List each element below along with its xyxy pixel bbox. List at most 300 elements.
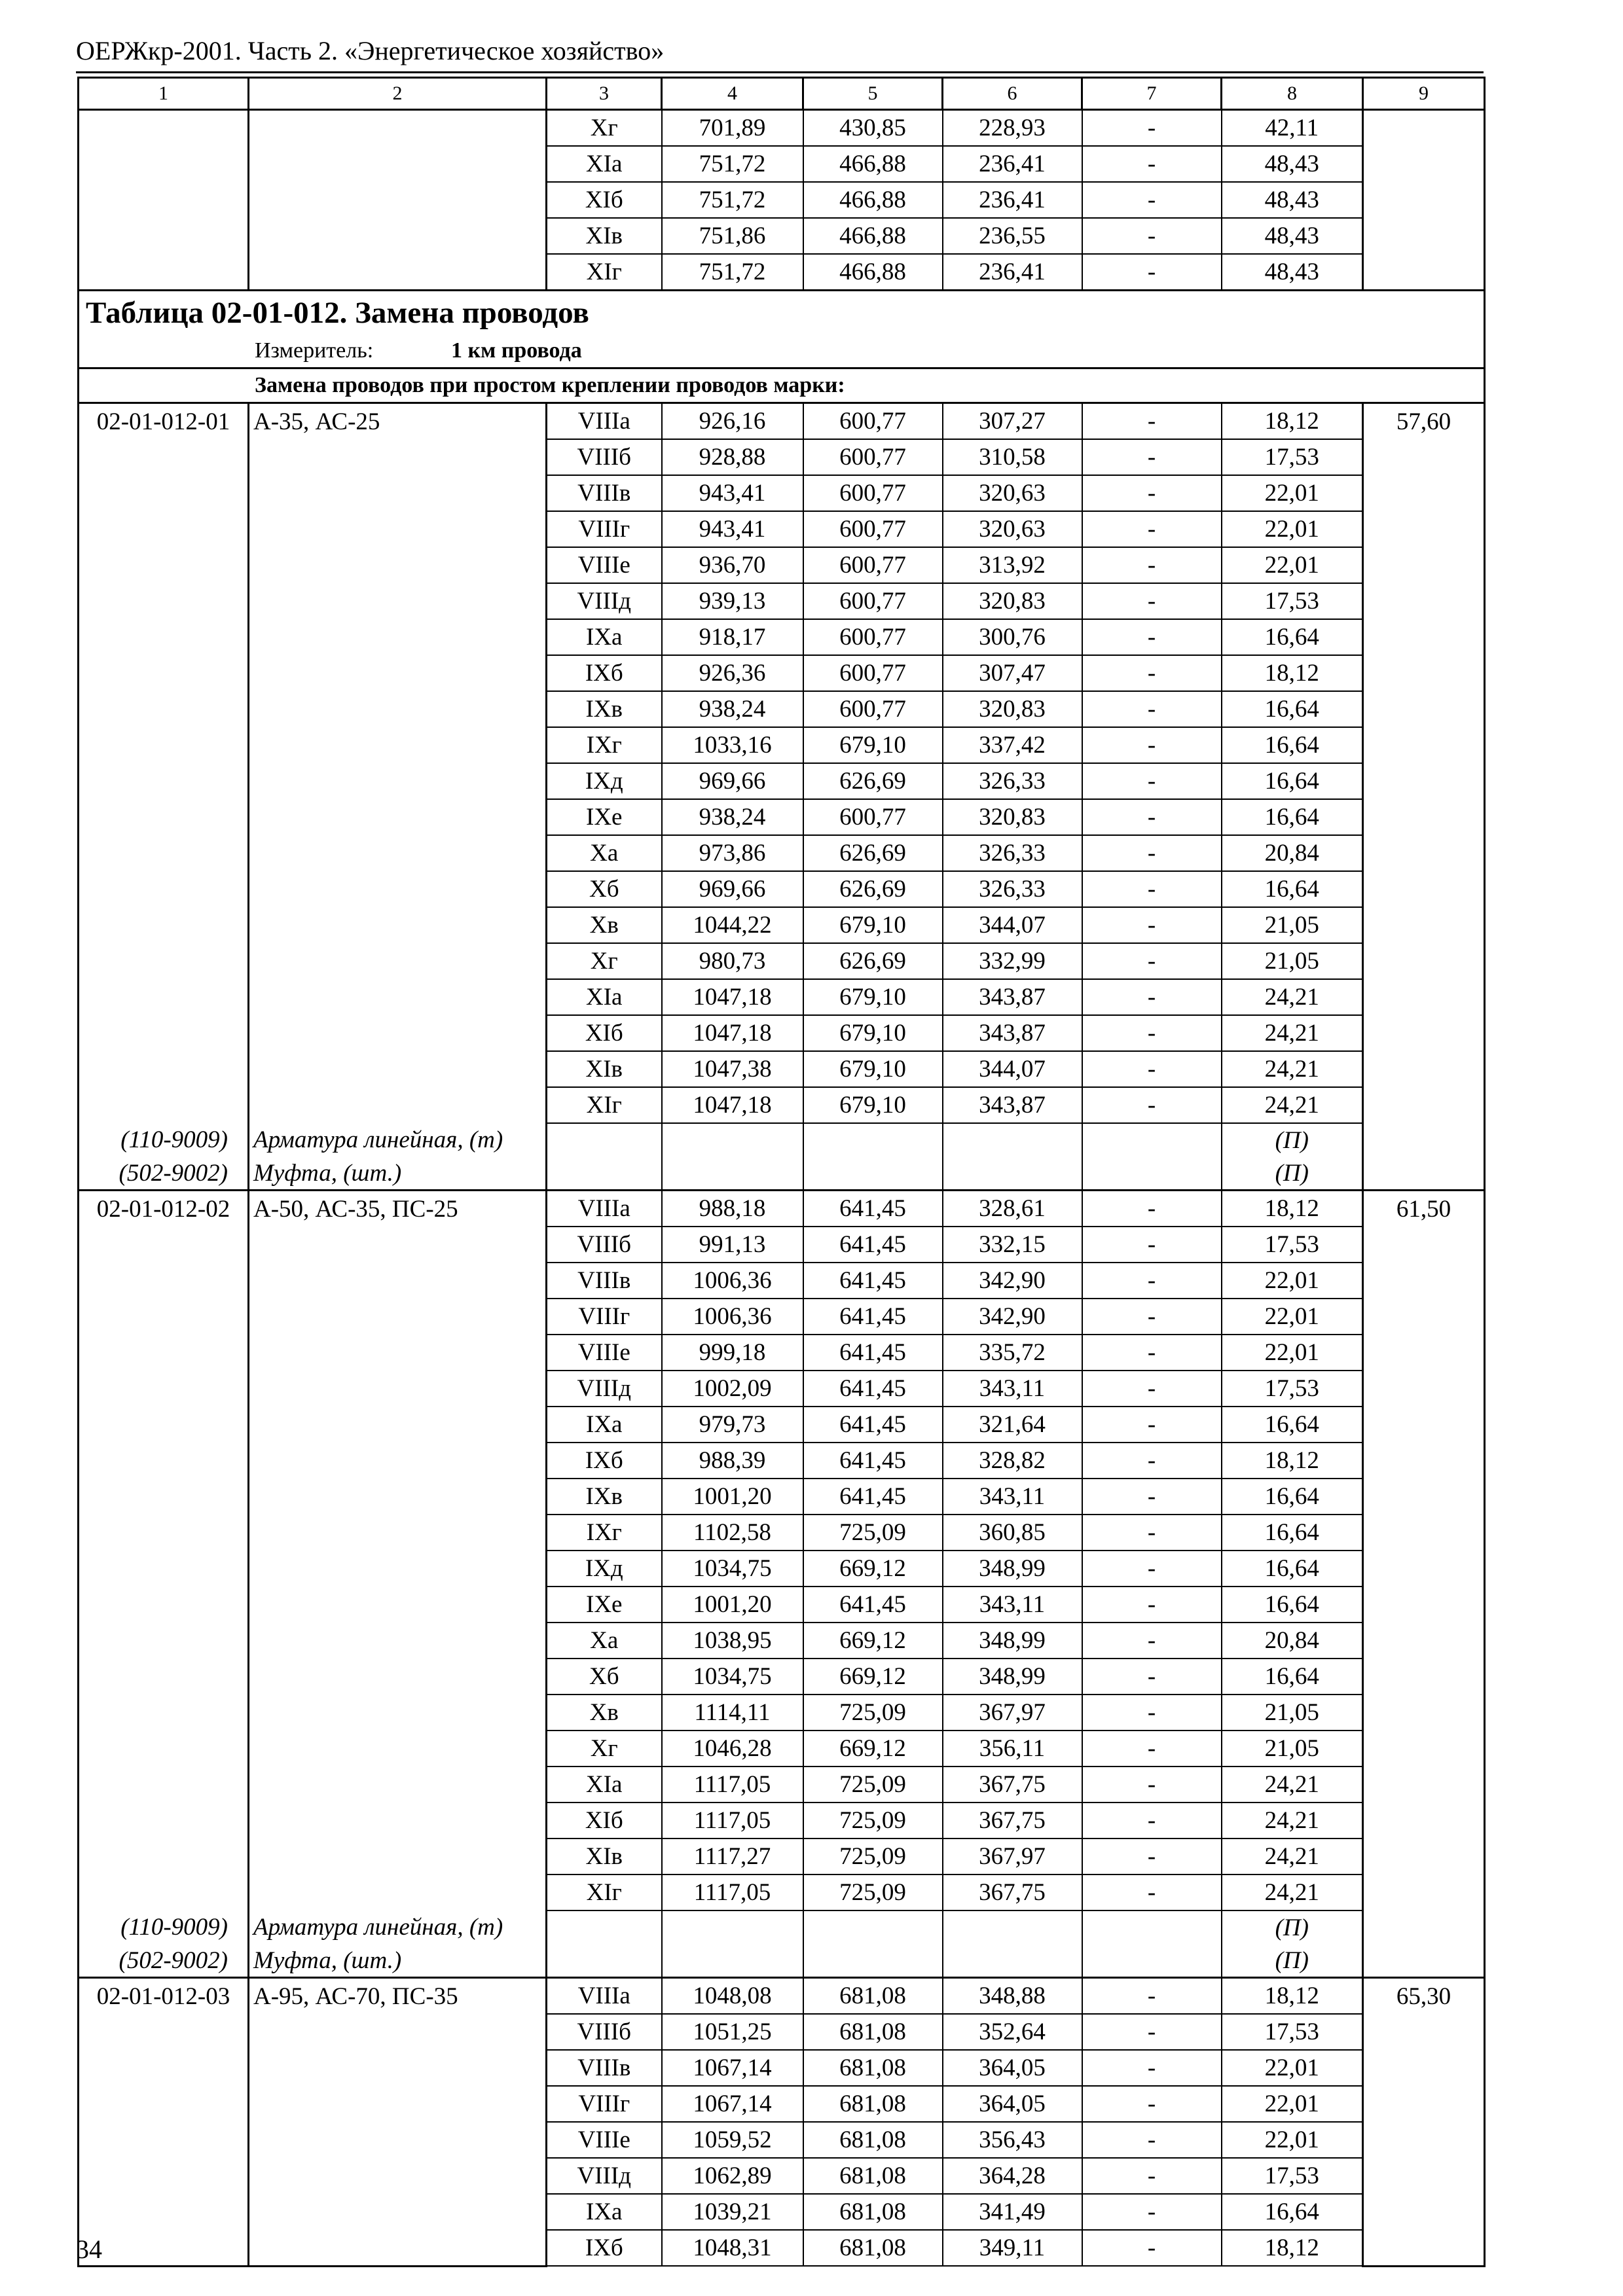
materials-cell: - [1082, 1803, 1222, 1839]
rates-table-body [79, 78, 1485, 2267]
materials-cell: - [1082, 2158, 1222, 2194]
labor-cell: 24,21 [1222, 1803, 1363, 1839]
empty-cell [249, 835, 547, 871]
zone-cell: Xа [547, 835, 662, 871]
total-cost-cell: 1047,18 [662, 979, 803, 1015]
total-cost-cell: 1002,09 [662, 1371, 803, 1407]
total-cost-cell: 969,66 [662, 763, 803, 799]
empty-cell [803, 1157, 943, 1191]
zone-cell: Xв [547, 1695, 662, 1731]
empty-cell [249, 1443, 547, 1479]
materials-cell: - [1082, 1371, 1222, 1407]
wages-cell: 430,85 [803, 110, 943, 147]
wages-cell: 679,10 [803, 1015, 943, 1051]
empty-cell [79, 2158, 249, 2194]
wages-cell: 600,77 [803, 547, 943, 583]
total-cost-cell: 943,41 [662, 511, 803, 547]
empty-cell [79, 2230, 249, 2266]
section-title-text: Замена проводов при простом креплении проводов марки: [255, 373, 845, 397]
table-row [79, 182, 1485, 218]
table-row [79, 1051, 1485, 1087]
machines-cell: 343,87 [943, 1015, 1082, 1051]
wages-cell: 725,09 [803, 1803, 943, 1839]
zone-cell: VIIIб [547, 2014, 662, 2050]
empty-cell [79, 1731, 249, 1767]
machines-cell: 236,41 [943, 146, 1082, 182]
materials-cell: - [1082, 1731, 1222, 1767]
table-row [79, 943, 1485, 979]
machines-cell: 320,63 [943, 511, 1082, 547]
machines-cell: 352,64 [943, 2014, 1082, 2050]
column-number: 5 [803, 78, 943, 110]
empty-cell [249, 1515, 547, 1551]
total-cost-cell: 988,39 [662, 1443, 803, 1479]
materials-cell: - [1082, 907, 1222, 943]
materials-cell: - [1082, 1978, 1222, 2015]
zone-cell: XIг [547, 1087, 662, 1123]
zone-cell: XIа [547, 1767, 662, 1803]
machines-cell: 332,15 [943, 1227, 1082, 1263]
empty-cell [249, 1623, 547, 1659]
materials-cell: - [1082, 439, 1222, 475]
machines-cell: 236,41 [943, 182, 1082, 218]
machines-cell: 356,43 [943, 2122, 1082, 2158]
item-name: А-35, АС-25 [249, 403, 547, 440]
empty-cell [79, 254, 249, 291]
empty-cell [79, 691, 249, 727]
empty-cell [1363, 110, 1485, 147]
wages-cell: 681,08 [803, 1978, 943, 2015]
wages-cell: 679,10 [803, 1051, 943, 1087]
zone-cell: XIв [547, 1051, 662, 1087]
empty-cell [79, 1695, 249, 1731]
wages-cell: 466,88 [803, 146, 943, 182]
wages-cell: 626,69 [803, 763, 943, 799]
machines-cell: 348,99 [943, 1623, 1082, 1659]
zone-cell: XIг [547, 1874, 662, 1910]
empty-cell [943, 1910, 1082, 1944]
empty-cell [79, 218, 249, 254]
zone-cell: Xб [547, 871, 662, 907]
resource-name: Муфта, (шт.) [249, 1157, 547, 1191]
total-cost-cell: 1117,05 [662, 1767, 803, 1803]
machines-cell: 326,33 [943, 871, 1082, 907]
table-row [79, 110, 1485, 147]
empty-cell [249, 547, 547, 583]
resource-code: (502-9002) [79, 1157, 249, 1191]
labor-cell: 17,53 [1222, 2014, 1363, 2050]
materials-cell: - [1082, 943, 1222, 979]
wages-cell: 600,77 [803, 799, 943, 835]
labor-cell: 18,12 [1222, 1443, 1363, 1479]
total-cost-cell: 1048,31 [662, 2230, 803, 2266]
empty-cell [1363, 1227, 1485, 1263]
wages-cell: 669,12 [803, 1731, 943, 1767]
materials-cell: - [1082, 1874, 1222, 1910]
total-cost-cell: 1038,95 [662, 1623, 803, 1659]
table-row [79, 1659, 1485, 1695]
empty-cell [662, 1157, 803, 1191]
table-row [79, 1731, 1485, 1767]
materials-cell: - [1082, 1443, 1222, 1479]
empty-cell [249, 1587, 547, 1623]
zone-cell: XIв [547, 218, 662, 254]
machines-cell: 307,27 [943, 403, 1082, 440]
empty-cell [79, 979, 249, 1015]
materials-cell: - [1082, 1263, 1222, 1299]
empty-cell [249, 1479, 547, 1515]
zone-cell: XIб [547, 182, 662, 218]
labor-cell: 16,64 [1222, 871, 1363, 907]
zone-cell: VIIIб [547, 1227, 662, 1263]
empty-cell [249, 1659, 547, 1695]
empty-cell [1363, 2158, 1485, 2194]
materials-cell: - [1082, 1015, 1222, 1051]
labor-cell: 16,64 [1222, 727, 1363, 763]
resource-unit-mark: (П) [1222, 1157, 1363, 1191]
wages-cell: 641,45 [803, 1443, 943, 1479]
wages-cell: 600,77 [803, 403, 943, 440]
total-cost-cell: 938,24 [662, 691, 803, 727]
empty-cell [1363, 439, 1485, 475]
table-row [79, 1443, 1485, 1479]
table-row [79, 655, 1485, 691]
empty-cell [249, 583, 547, 619]
empty-cell [1363, 619, 1485, 655]
column-number: 4 [662, 78, 803, 110]
labor-cell: 16,64 [1222, 799, 1363, 835]
machines-cell: 337,42 [943, 727, 1082, 763]
empty-cell [1363, 1299, 1485, 1335]
materials-cell: - [1082, 2122, 1222, 2158]
labor-cell: 22,01 [1222, 2086, 1363, 2122]
zone-cell: Xг [547, 110, 662, 147]
materials-cell: - [1082, 1227, 1222, 1263]
wages-cell: 681,08 [803, 2014, 943, 2050]
materials-cell: - [1082, 619, 1222, 655]
total-cost-cell: 1001,20 [662, 1479, 803, 1515]
table-row [79, 254, 1485, 291]
total-cost-cell: 701,89 [662, 110, 803, 147]
table-row [79, 146, 1485, 182]
zone-cell: XIа [547, 979, 662, 1015]
table-row [79, 547, 1485, 583]
empty-cell [79, 1443, 249, 1479]
wages-cell: 681,08 [803, 2230, 943, 2266]
empty-cell [1363, 655, 1485, 691]
total-cost-cell: 1006,36 [662, 1263, 803, 1299]
labor-cell: 24,21 [1222, 1015, 1363, 1051]
empty-cell [249, 2050, 547, 2086]
zone-cell: IXа [547, 619, 662, 655]
zone-cell: VIIIд [547, 2158, 662, 2194]
wages-cell: 725,09 [803, 1695, 943, 1731]
zone-cell: IXб [547, 2230, 662, 2266]
wages-cell: 669,12 [803, 1659, 943, 1695]
empty-cell [1363, 979, 1485, 1015]
wages-cell: 679,10 [803, 907, 943, 943]
labor-cell: 22,01 [1222, 1335, 1363, 1371]
empty-cell [249, 1874, 547, 1910]
empty-cell [1363, 1479, 1485, 1515]
labor-cell: 48,43 [1222, 146, 1363, 182]
page-number: 34 [76, 2234, 102, 2264]
empty-cell [79, 1371, 249, 1407]
labor-cell: 24,21 [1222, 1051, 1363, 1087]
zone-cell: VIIIв [547, 2050, 662, 2086]
wages-cell: 679,10 [803, 1087, 943, 1123]
table-row [79, 1479, 1485, 1515]
table-row [79, 763, 1485, 799]
column-number-row [79, 78, 1485, 110]
total-cost-cell: 1047,38 [662, 1051, 803, 1087]
materials-cell: - [1082, 871, 1222, 907]
zone-cell: IXд [547, 763, 662, 799]
wages-cell: 641,45 [803, 1407, 943, 1443]
empty-cell [249, 1371, 547, 1407]
machines-cell: 344,07 [943, 1051, 1082, 1087]
table-row [79, 1623, 1485, 1659]
zone-cell: IXа [547, 2194, 662, 2230]
machines-cell: 343,11 [943, 1587, 1082, 1623]
labor-cell: 17,53 [1222, 439, 1363, 475]
empty-cell [1363, 1551, 1485, 1587]
empty-cell [1363, 907, 1485, 943]
total-cost-cell: 926,36 [662, 655, 803, 691]
resource-unit-mark: (П) [1222, 1123, 1363, 1157]
header-rule [76, 71, 1484, 73]
machines-cell: 335,72 [943, 1335, 1082, 1371]
labor-cell: 17,53 [1222, 1227, 1363, 1263]
empty-cell [1363, 1623, 1485, 1659]
machines-cell: 367,75 [943, 1803, 1082, 1839]
materials-cell: - [1082, 146, 1222, 182]
empty-cell [1363, 1371, 1485, 1407]
zone-cell: IXв [547, 1479, 662, 1515]
table-row [79, 1263, 1485, 1299]
empty-cell [79, 1839, 249, 1874]
column-number: 8 [1222, 78, 1363, 110]
total-cost-cell: 1006,36 [662, 1299, 803, 1335]
empty-cell [79, 1227, 249, 1263]
column-number: 9 [1363, 78, 1485, 110]
labor-cell: 16,64 [1222, 1407, 1363, 1443]
labor-cell: 18,12 [1222, 1978, 1363, 2015]
materials-cell: - [1082, 1299, 1222, 1335]
wages-cell: 669,12 [803, 1623, 943, 1659]
zone-cell: VIIIа [547, 1978, 662, 2015]
materials-cell: - [1082, 1623, 1222, 1659]
labor-cell: 16,64 [1222, 691, 1363, 727]
table-row [79, 439, 1485, 475]
empty-cell [249, 2014, 547, 2050]
wages-cell: 641,45 [803, 1191, 943, 1227]
total-cost-cell: 1048,08 [662, 1978, 803, 2015]
machines-cell: 349,11 [943, 2230, 1082, 2266]
column-number: 7 [1082, 78, 1222, 110]
materials-cell: - [1082, 2230, 1222, 2266]
empty-cell [1363, 1087, 1485, 1123]
empty-cell [249, 943, 547, 979]
empty-cell [249, 1803, 547, 1839]
machines-cell: 343,87 [943, 979, 1082, 1015]
empty-cell [1363, 1407, 1485, 1443]
zone-cell: IXе [547, 799, 662, 835]
total-cost-cell: 1044,22 [662, 907, 803, 943]
empty-cell [79, 799, 249, 835]
table-row [79, 727, 1485, 763]
empty-cell [79, 907, 249, 943]
total-cost-cell: 1117,27 [662, 1839, 803, 1874]
table-row [79, 2122, 1485, 2158]
table-row [79, 1978, 1485, 2015]
empty-cell [943, 1157, 1082, 1191]
empty-cell [1363, 871, 1485, 907]
labor-cell: 16,64 [1222, 1587, 1363, 1623]
section-title [79, 368, 1485, 403]
materials-cell: - [1082, 547, 1222, 583]
item-code: 02-01-012-02 [79, 1191, 249, 1227]
empty-cell [1082, 1944, 1222, 1978]
empty-cell [1363, 146, 1485, 182]
labor-cell: 16,64 [1222, 1551, 1363, 1587]
labor-cell: 21,05 [1222, 1731, 1363, 1767]
empty-cell [1363, 799, 1485, 835]
empty-cell [1363, 1587, 1485, 1623]
empty-cell [249, 218, 547, 254]
labor-cell: 21,05 [1222, 907, 1363, 943]
wages-cell: 641,45 [803, 1479, 943, 1515]
wages-cell: 725,09 [803, 1874, 943, 1910]
table-row [79, 2158, 1485, 2194]
empty-cell [249, 655, 547, 691]
materials-cell: - [1082, 475, 1222, 511]
empty-cell [79, 475, 249, 511]
labor-cell: 24,21 [1222, 1767, 1363, 1803]
empty-cell [1363, 835, 1485, 871]
empty-cell [249, 1407, 547, 1443]
labor-cell: 21,05 [1222, 943, 1363, 979]
empty-cell [1363, 583, 1485, 619]
empty-cell [249, 1839, 547, 1874]
resource-code: (110-9009) [79, 1910, 249, 1944]
wages-cell: 681,08 [803, 2086, 943, 2122]
wages-cell: 641,45 [803, 1371, 943, 1407]
wages-cell: 641,45 [803, 1335, 943, 1371]
machines-cell: 228,93 [943, 110, 1082, 147]
empty-cell [249, 511, 547, 547]
empty-cell [249, 2194, 547, 2230]
empty-cell [249, 1087, 547, 1123]
machines-cell: 367,75 [943, 1874, 1082, 1910]
wages-cell: 600,77 [803, 583, 943, 619]
wages-cell: 679,10 [803, 727, 943, 763]
column-number: 1 [79, 78, 249, 110]
empty-cell [249, 907, 547, 943]
empty-cell [79, 727, 249, 763]
wages-cell: 600,77 [803, 475, 943, 511]
total-cost-cell: 751,72 [662, 146, 803, 182]
labor-cell: 16,64 [1222, 1659, 1363, 1695]
materials-cell: - [1082, 2194, 1222, 2230]
wages-cell: 641,45 [803, 1587, 943, 1623]
machines-cell: 320,63 [943, 475, 1082, 511]
wages-cell: 725,09 [803, 1515, 943, 1551]
machines-cell: 326,33 [943, 763, 1082, 799]
empty-cell [1363, 1157, 1485, 1191]
zone-cell: VIIIд [547, 1371, 662, 1407]
empty-cell [79, 2122, 249, 2158]
empty-cell [1363, 943, 1485, 979]
table-row [79, 1803, 1485, 1839]
materials-cell: - [1082, 727, 1222, 763]
table-row [79, 2230, 1485, 2266]
empty-cell [1363, 547, 1485, 583]
zone-cell: IXг [547, 1515, 662, 1551]
total-cost-cell: 1117,05 [662, 1874, 803, 1910]
zone-cell: VIIIв [547, 1263, 662, 1299]
wages-cell: 679,10 [803, 979, 943, 1015]
wages-cell: 641,45 [803, 1227, 943, 1263]
table-row [79, 1335, 1485, 1371]
empty-cell [79, 1407, 249, 1443]
empty-cell [79, 547, 249, 583]
empty-cell [79, 1659, 249, 1695]
zone-cell: IXе [547, 1587, 662, 1623]
machines-cell: 326,33 [943, 835, 1082, 871]
table-row [79, 583, 1485, 619]
zone-cell: VIIIв [547, 475, 662, 511]
empty-cell [79, 2014, 249, 2050]
labor-cell: 18,12 [1222, 2230, 1363, 2266]
empty-cell [803, 1123, 943, 1157]
labor-cell: 16,64 [1222, 2194, 1363, 2230]
empty-cell [79, 1551, 249, 1587]
empty-cell [1363, 2014, 1485, 2050]
total-cost-cell: 1117,05 [662, 1803, 803, 1839]
machines-cell: 321,64 [943, 1407, 1082, 1443]
empty-cell [249, 439, 547, 475]
table-title-row [79, 291, 1485, 335]
empty-cell [249, 1263, 547, 1299]
total-cost-cell: 751,72 [662, 254, 803, 291]
total-cost-cell: 1059,52 [662, 2122, 803, 2158]
table-row [79, 1015, 1485, 1051]
column-number: 6 [943, 78, 1082, 110]
column-9-value: 61,50 [1363, 1191, 1485, 1227]
empty-cell [79, 1874, 249, 1910]
empty-cell [1363, 1767, 1485, 1803]
empty-cell [79, 182, 249, 218]
empty-cell [249, 1227, 547, 1263]
total-cost-cell: 1102,58 [662, 1515, 803, 1551]
zone-cell: IXб [547, 655, 662, 691]
wages-cell: 466,88 [803, 218, 943, 254]
empty-cell [79, 835, 249, 871]
labor-cell: 22,01 [1222, 2050, 1363, 2086]
zone-cell: VIIIг [547, 511, 662, 547]
empty-cell [249, 182, 547, 218]
machines-cell: 367,97 [943, 1839, 1082, 1874]
total-cost-cell: 943,41 [662, 475, 803, 511]
machines-cell: 313,92 [943, 547, 1082, 583]
table-row [79, 799, 1485, 835]
labor-cell: 16,64 [1222, 1515, 1363, 1551]
machines-cell: 342,90 [943, 1263, 1082, 1299]
empty-cell [1363, 691, 1485, 727]
zone-cell: VIIIб [547, 439, 662, 475]
total-cost-cell: 926,16 [662, 403, 803, 440]
